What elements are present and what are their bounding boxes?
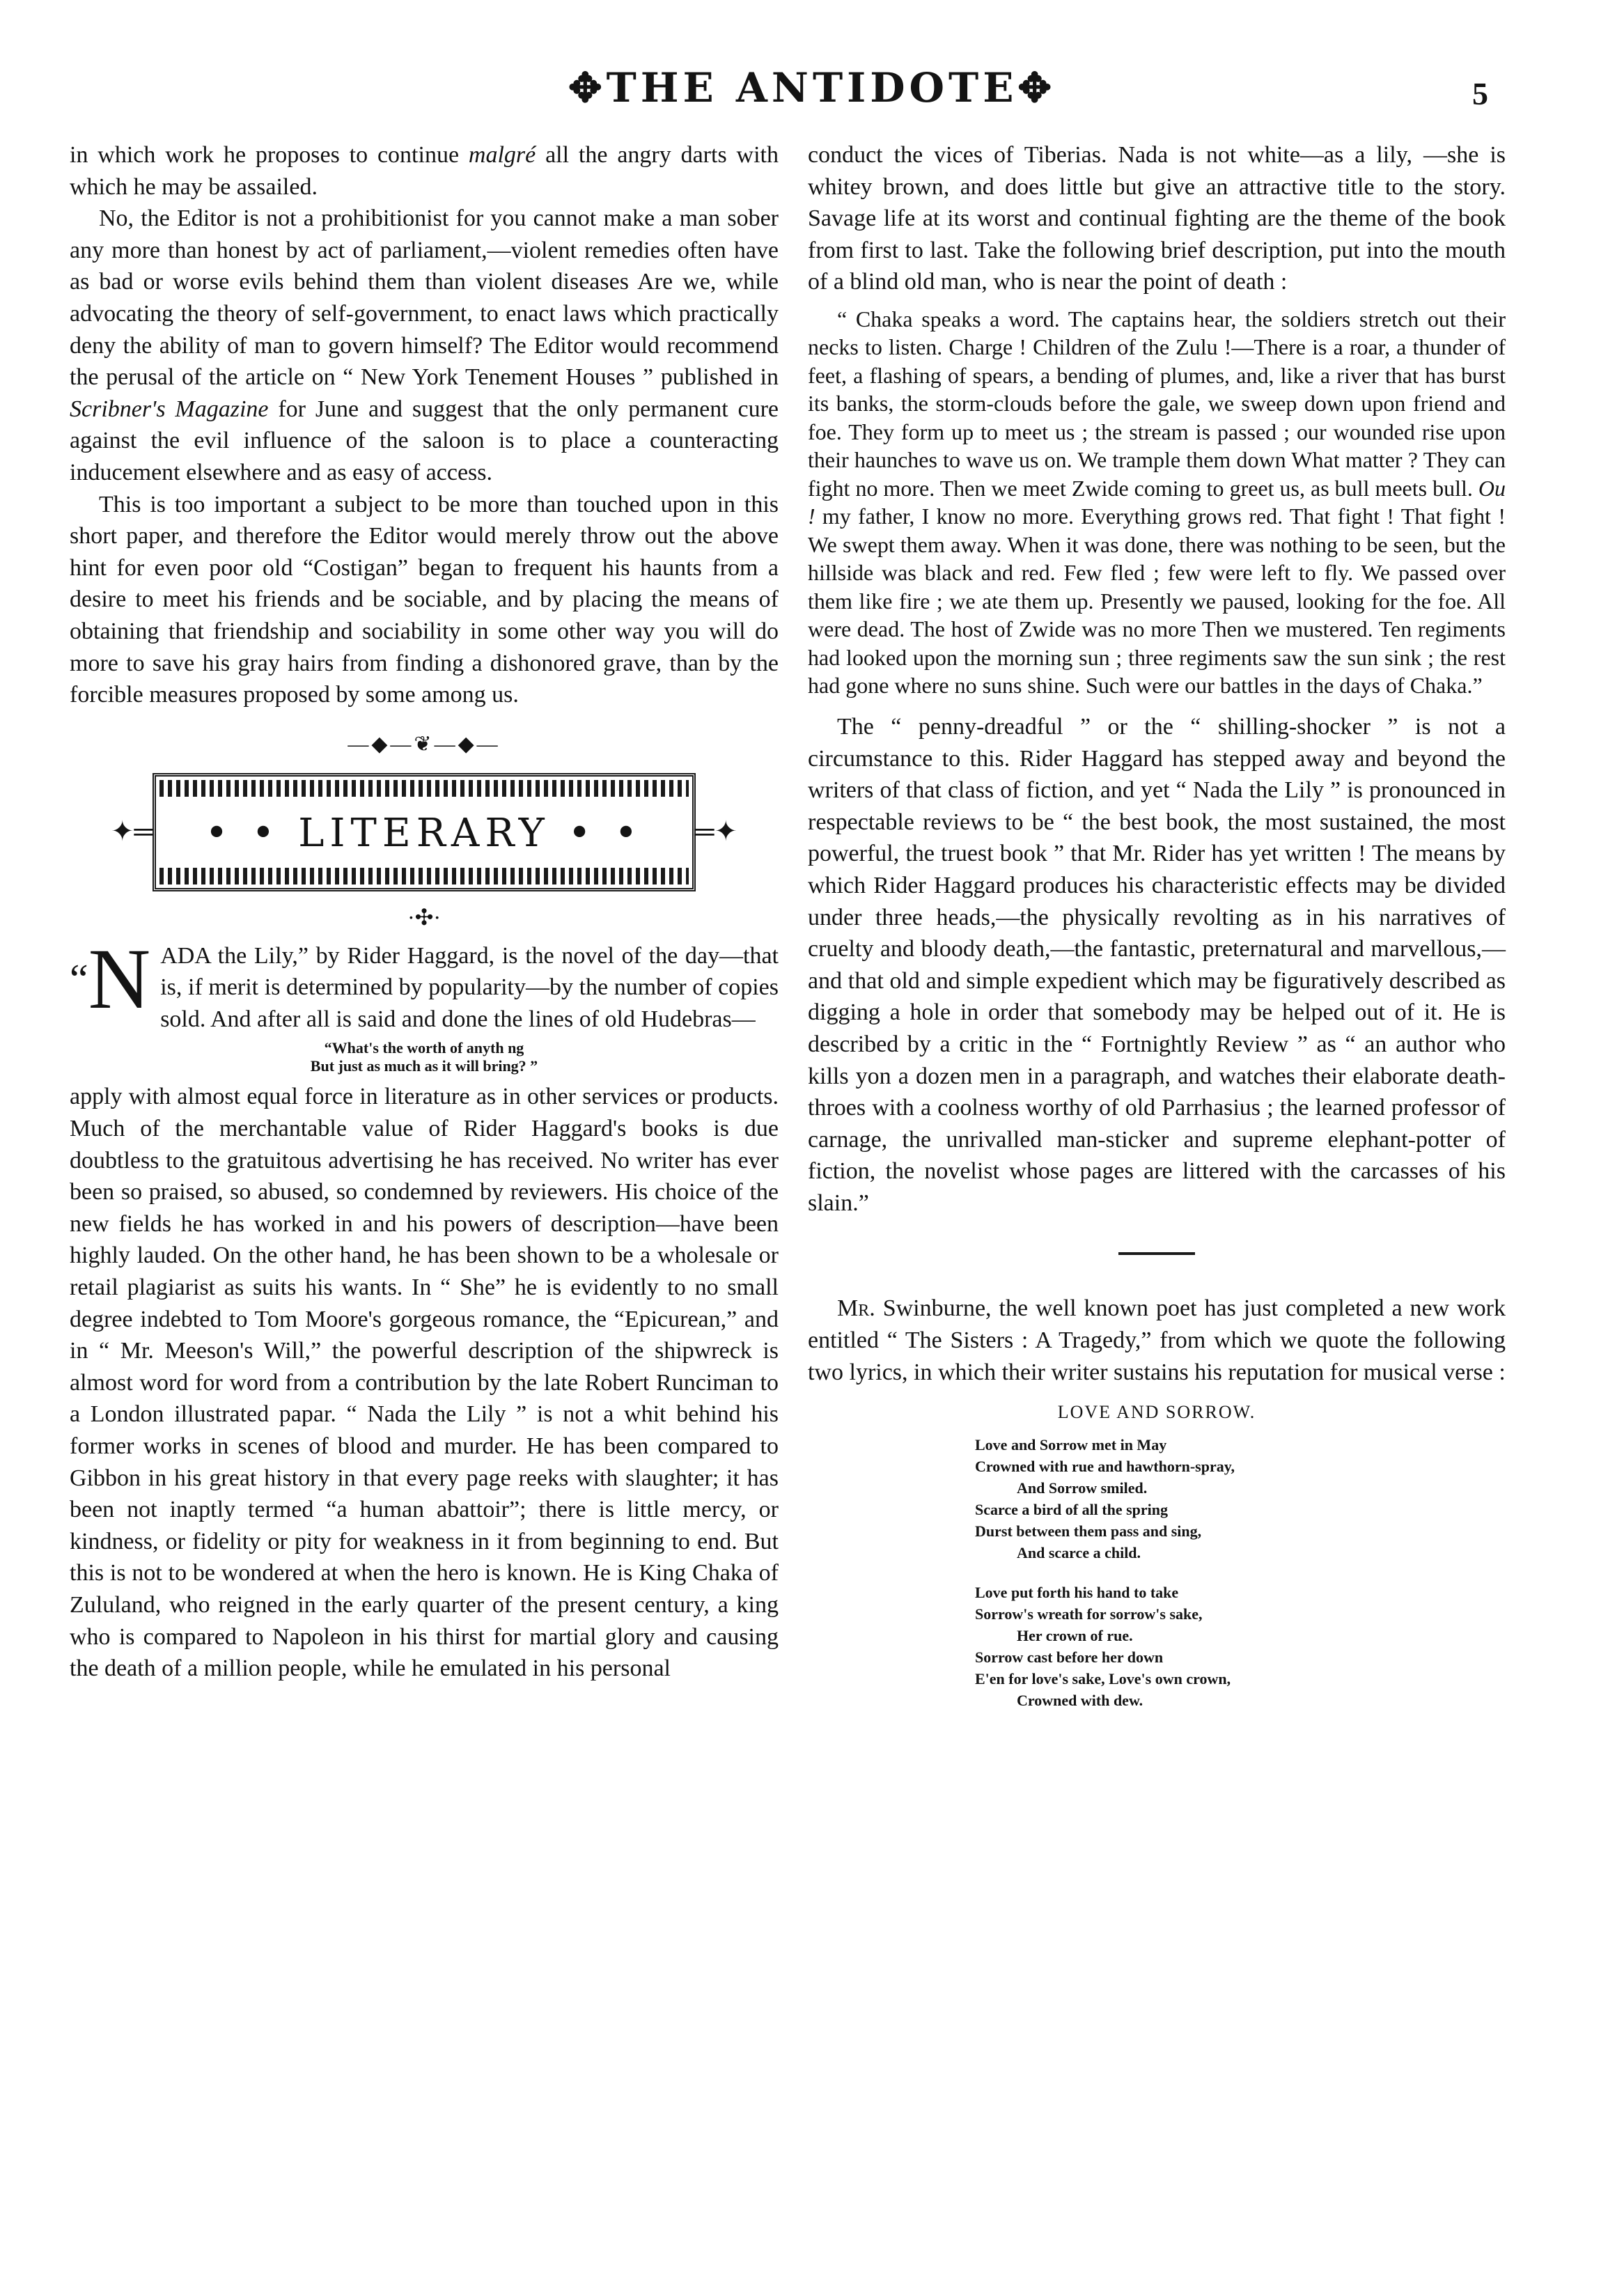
paragraph: The “ penny-dreadful ” or the “ shilling-shocker ” is not a circumstance to this. Rider Haggard has stepped away and beyond the writers of that class of fiction, and yet “ Nada the Lily ” is pronounced in respectable reviews to be “ the best book, the most sustained, the most powerful, the truest book ” that Mr. Rider has yet written ! The means by which Rider Haggard produces his characteristic effects may be divided under three heads,—the physically revolting as in his narratives of cruelty and bloody death,—the fantastic, preternatural and marvellous,—and that old and simple expedient which may be figuratively described as digging a hole in order that somebody may be helped out of it. He is described by a critic in the “ Fortnightly Review ” as “ an author who kills yon a dozen men in a paragraph, and watches their elaborate death-throes with a coolness worthy of old Parrhasius ; the learned professor of carnage, the unrivalled man-sticker and supreme elephant-potter of fiction, the novelist whose pages are littered with the carcasses of his slain.” xyxy=(808,713,1506,1216)
paragraph: This is too important a subject to be more than touched upon in this short paper, and therefore the Editor would merely throw out the above hint for even poor old “Costigan” began to frequent his haunts from a desire to meet his friends and be sociable, and by placing the means of obtaining that friendship and sociability in some other way you will do more to save his gray hairs from finding a dishonored grave, than by the forcible measures proposed by some among us. xyxy=(70,491,779,708)
literary-section-header xyxy=(111,773,737,891)
paragraph: apply with almost equal force in literature as in other services or products. Much of the merchantable value of Rider Haggard's books is due doubtless to the gratuitous advertising he has received. No writer has ever been so praised, so abused, so condemned by reviewers. His choice of the new fields he has worked in and his powers of description—have been highly lauded. On the other hand, he has been shown to be a wholesale or retail plagiarist as suits his wants. In “ She” he is evidently to no small degree indebted to Tom Moore's gorgeous romance, the “Epicurean,” and in “ Mr. Meeson's Will,” the powerful description of the shipwreck is almost word for word from a contribution by the late Robert Runciman to a London illustrated papar. “ Nada the Lily ” is not a whit behind his former works in scenes of blood and murder. He has been compared to Gibbon in his great history in that every page reeks with slaughter; it has been not inaptly termed “a human abattoir”; there is little mercy, or kindness, or fidelity or pity for weakness in it from beginning to end. But this is not to be wondered at when the hero is known. He is King Chaka of Zululand, who reigned in the early quarter of the present century, a king who is compared to Napoleon in his thirst for martial glory and causing the death of a million people, while he emulated in his personal xyxy=(70,1084,779,1682)
page-number: 5 xyxy=(1472,76,1488,111)
stanza xyxy=(975,1582,1506,1711)
paragraph: conduct the vices of Tiberias. Nada is not white—as a lily, —she is whitey brown, and does little but give an attractive title to the story. Savage life at its worst and continual fighting are the theme of the book from first to last. Take the following brief description, put into the mouth of a blind old man, who is near the point of death : xyxy=(808,142,1506,295)
greek-key-border xyxy=(159,868,689,884)
block-quote: “ Chaka speaks a word. The captains hear, the soldiers stretch out their necks to listen. Charge ! Children of the Zulu !—There is a roar, a thunder of feet, a flashing of spears, a bending of plumes, and, like a river that has burst its banks, the storm-clouds before the gale, we sweep down upon friend and foe. They form up to meet us ; the stream is passed ; our wounded rise upon their haunches to wave us on. We trample them down What matter ? They can fight no more. Then we meet Zwide coming to greet us, as bull meets bull. Ou ! my father, I know no more. Everything grows red. That fight ! That fight ! We swept them away. When it was done, there was nothing to be seen, but the hillside was black and red. Few fled ; few were left to fly. We passed over them like fire ; we ate them up. Presently we paused, looking for the foe. All were dead. The host of Zwide was no more Then we mustered. Ten regiments had looked upon the morning sun ; three regiments saw the sun sink ; the rest had gone where no suns shine. Such were our battles in the days of Chaka.” xyxy=(808,306,1506,699)
right-column xyxy=(808,139,1506,1729)
poem-line: Scarce a bird of all the spring xyxy=(975,1501,1169,1519)
poem-line: And scarce a child. xyxy=(1017,1544,1141,1562)
fleuron-left-icon: ✥ xyxy=(568,64,607,111)
poem-line: Crowned with rue and hawthorn-spray, xyxy=(975,1458,1235,1476)
poem-line: Her crown of rue. xyxy=(1017,1627,1133,1645)
article-opening xyxy=(70,930,779,1036)
dot-ornament-icon: ·✣· xyxy=(407,904,442,930)
divider-ornament-icon: —◆—❦—◆— xyxy=(348,732,501,756)
poem-line: And Sorrow smiled. xyxy=(1017,1479,1148,1497)
scroll-ornament-icon: ═✦ xyxy=(694,815,737,847)
poem xyxy=(975,1434,1506,1711)
stanza xyxy=(975,1434,1506,1564)
poem-line: Love and Sorrow met in May xyxy=(975,1436,1167,1454)
section-rule xyxy=(1118,1252,1195,1255)
poem-line: Love put forth his hand to take xyxy=(975,1584,1179,1602)
poem-line: Sorrow cast before her down xyxy=(975,1648,1164,1667)
paragraph: No, the Editor is not a prohibitionist for you cannot make a man sober any more than honest by act of parliament,—violent remedies often have as bad or worse evils behind them than violent diseases Are we, while advocating the theory of self-government, to enact laws which practically deny the ability of man to govern himself? The Editor would recommend the perusal of the article on “ New York Tenement Houses ” published in Scribner's Magazine for June and suggest that the only permanent cure against the evil influence of the saloon is to place a counteracting inducement elsewhere and as easy of access. xyxy=(70,205,779,485)
poem-line: E'en for love's sake, Love's own crown, xyxy=(975,1670,1231,1688)
drop-cap: “N xyxy=(70,930,151,1027)
poem-line: Sorrow's wreath for sorrow's sake, xyxy=(975,1605,1203,1623)
epigraph: “What's the worth of anyth ng But just as much as it will bring? ” xyxy=(310,1039,538,1075)
paragraph: Mr. Swinburne, the well known poet has just completed a new work entitled “ The Sisters : A Tragedy,” from which we quote the following two lyrics, in which their writer sustains his reputation for musical verse : xyxy=(808,1295,1506,1385)
masthead-title: ✥THE ANTIDOTE✥ xyxy=(568,64,1056,111)
paragraph: in which work he proposes to continue malgré all the angry darts with which he may be assailed. xyxy=(70,142,779,200)
left-column xyxy=(70,139,779,1685)
poem-line: Crowned with dew. xyxy=(1017,1692,1143,1710)
section-title: • • LITERARY • • xyxy=(205,810,643,856)
scroll-ornament-icon: ✦═ xyxy=(111,815,154,847)
poem-line: Durst between them pass and sing, xyxy=(975,1522,1202,1541)
fleuron-right-icon: ✥ xyxy=(1017,64,1056,111)
poem-title: LOVE AND SORROW. xyxy=(1057,1402,1256,1423)
paragraph: ADA the Lily,” by Rider Haggard, is the novel of the day—that is, if merit is determined by popularity—by the number of copies sold. And after all is said and done the lines of old Hudebras— xyxy=(160,942,779,1032)
greek-key-border xyxy=(159,780,689,797)
